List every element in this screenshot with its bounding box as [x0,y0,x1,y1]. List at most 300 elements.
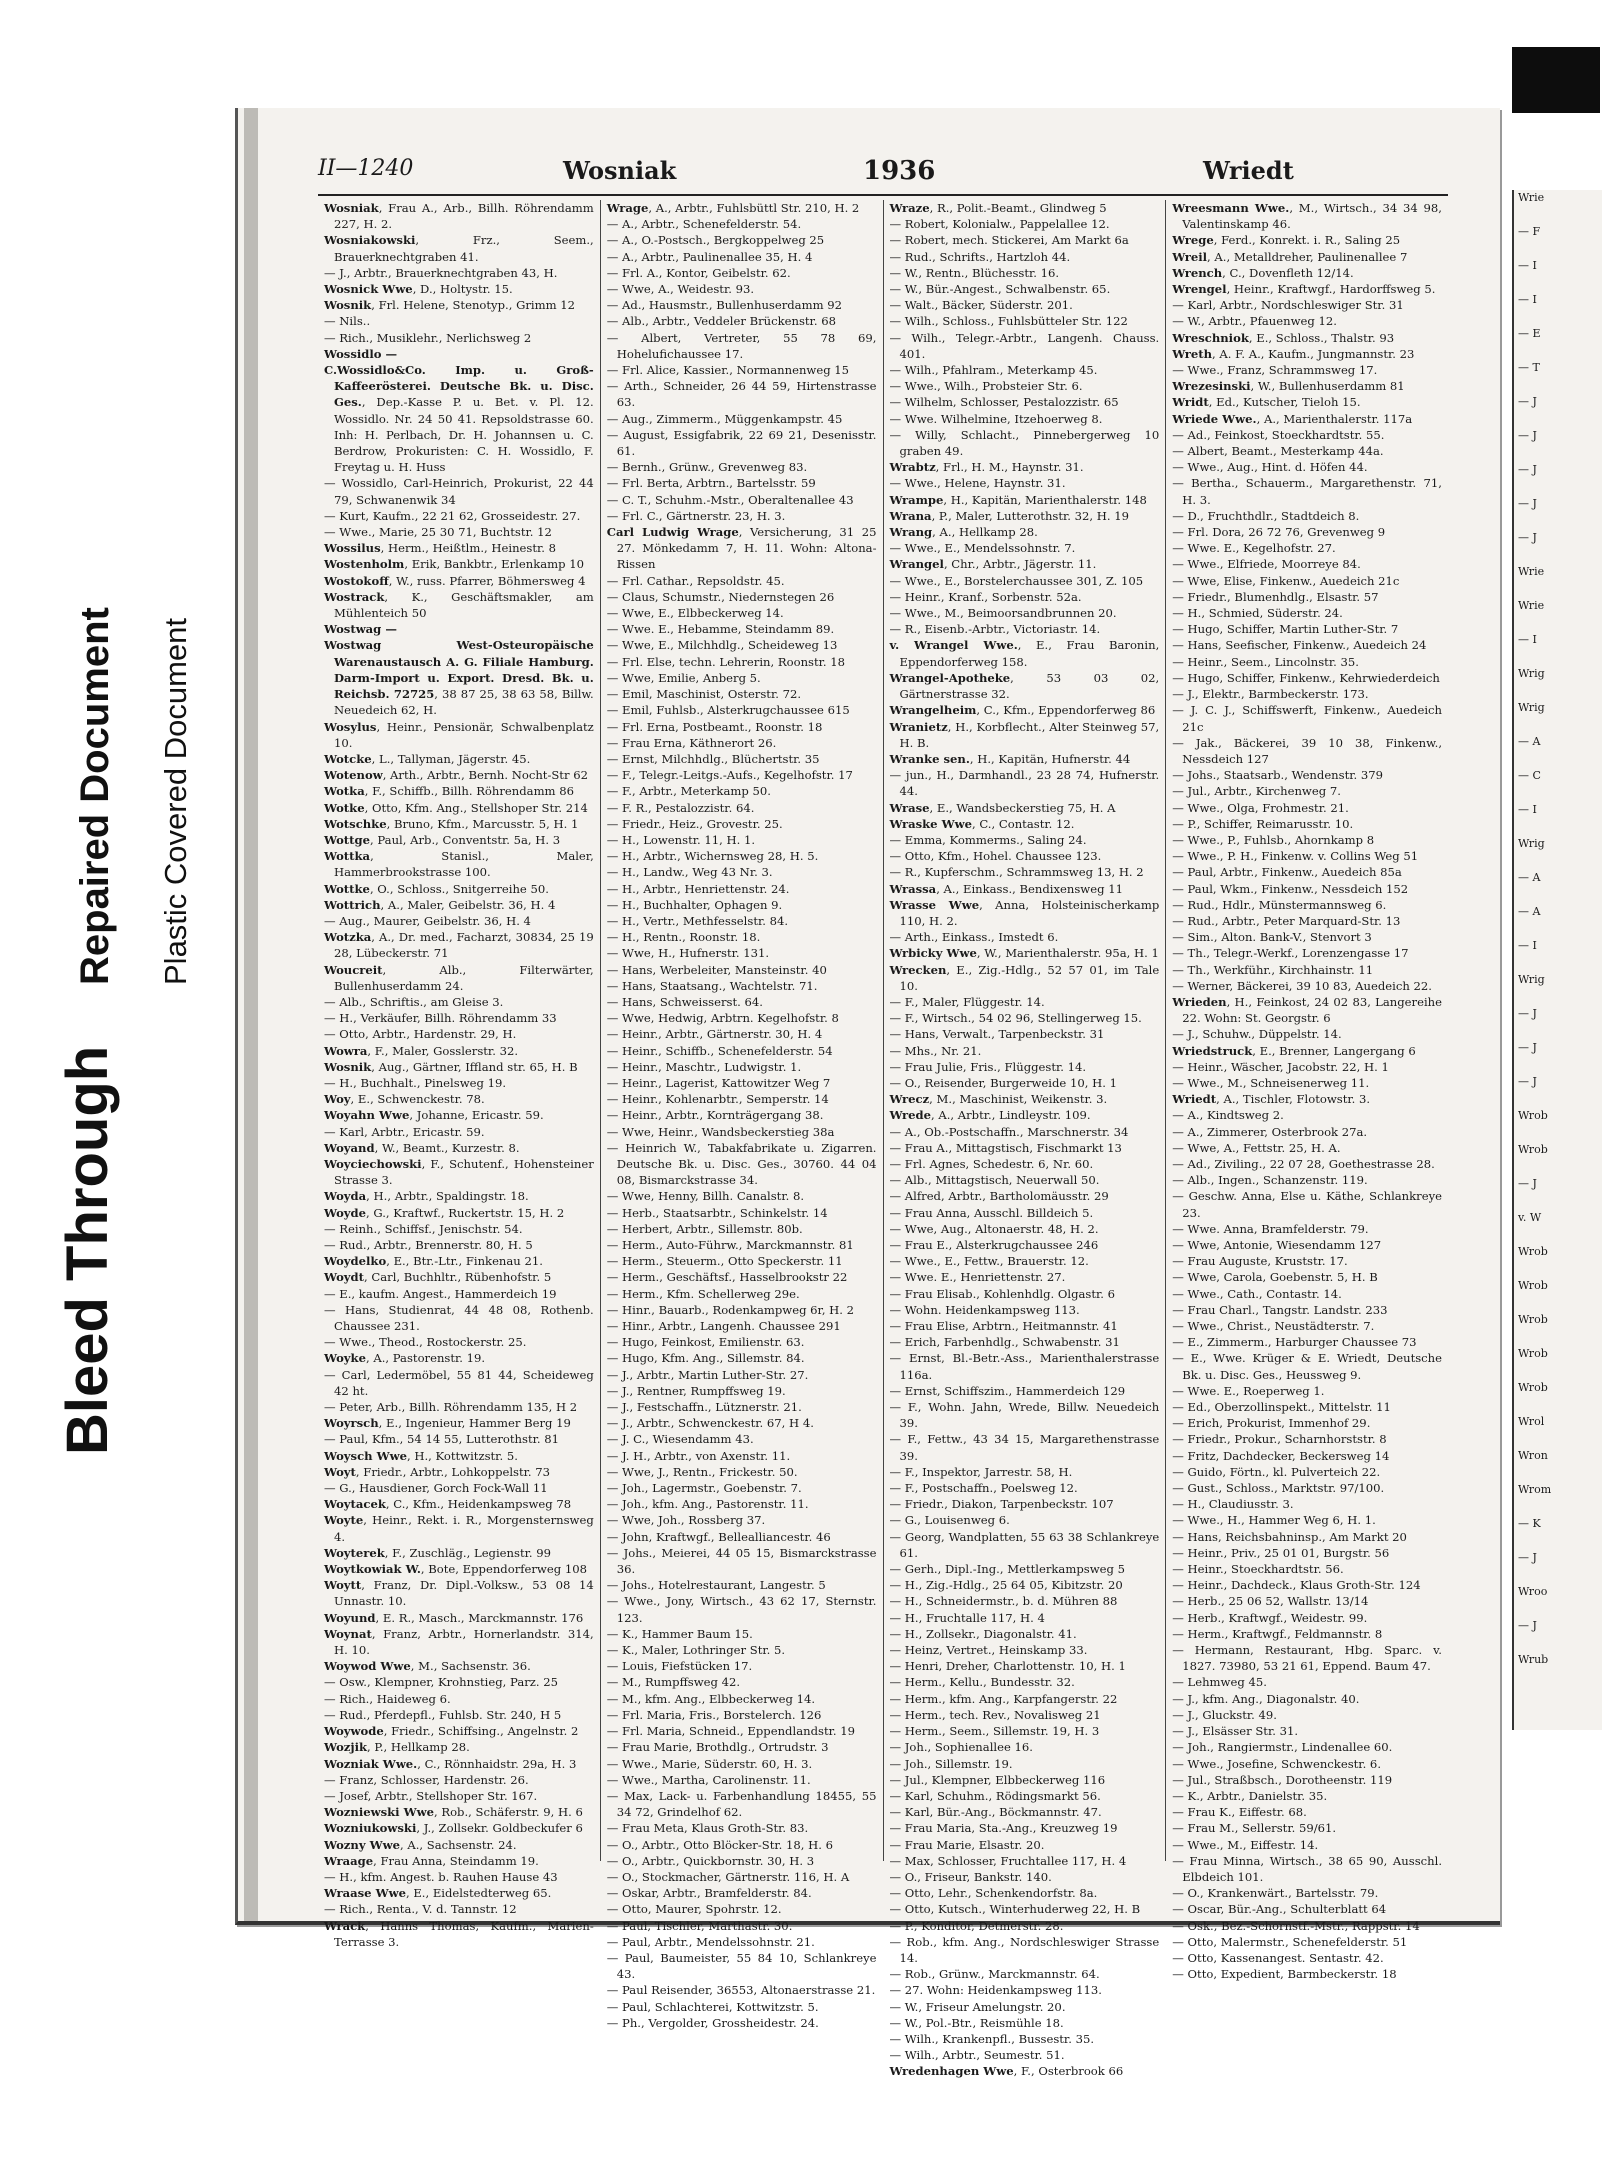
directory-entry: — Peter, Arb., Billh. Röhrendamm 135, H 2 [324,1400,578,1415]
directory-entry: Woysch Wwe, H., Kottwitzstr. 5. [324,1448,518,1463]
scanned-page [235,108,1500,2079]
directory-entry: — Joh., kfm. Ang., Pastorenstr. 11. [606,1497,809,1512]
directory-entry: — Rob., Grünw., Marckmannstr. 64. [889,1967,1100,1982]
directory-entry: — Wwe., E., Fettw., Brauerstr. 12. [889,1254,1089,1269]
adjacent-page-fragment: v. W [1518,1211,1542,1224]
directory-entry: — Georg, Wandplatten, 55 63 38 Schlankreye 61. [889,1529,1160,1560]
directory-entry: — C. T., Schuhm.-Mstr., Oberaltenallee 43 [606,492,854,507]
directory-entry: — Emma, Kommerms., Saling 24. [889,832,1087,847]
directory-entry: — Wwe, E., Elbbeckerweg 14. [606,606,784,621]
directory-entry: — Robert, mech. Stickerei, Am Markt 6a [889,233,1129,248]
adjacent-page-fragment: Wrob [1518,1245,1548,1258]
directory-entry: — John, Kraftwgf., Bellealliancestr. 46 [606,1529,831,1544]
directory-entry: — Emil, Fuhlsb., Alsterkrugchaussee 615 [606,703,850,718]
label-plastic-covered: Plastic Covered Document [158,618,193,985]
directory-entry: — Alb., Mittagstisch, Neuerwall 50. [889,1173,1100,1188]
directory-entry: — O., Reisender, Burgerweide 10, H. 1 [889,1075,1117,1090]
adjacent-page-fragment: — A [1518,905,1541,918]
directory-entry: — O., Arbtr., Quickbornstr. 30, H. 3 [606,1853,815,1868]
directory-entry: Woy, E., Schwenckestr. 78. [324,1092,485,1107]
directory-entry: Wrangel-Apotheke, 53 03 02, Gärtnerstrasse 32. [889,670,1160,702]
directory-entry: Woytkowiak W., Bote, Eppendorferweg 108 [324,1562,587,1577]
directory-entry: — W., Arbtr., Pfauenweg 12. [1172,314,1337,329]
directory-entry: — Frau M., Sellerstr. 59/61. [1172,1821,1337,1836]
adjacent-page-fragment: — J [1518,531,1537,544]
adjacent-page-fragment: — T [1518,361,1540,374]
directory-entry: — Th., Werkführ., Kirchhainstr. 11 [1172,962,1374,977]
directory-column-3 [884,200,1167,2079]
directory-entry: Wossilus, Herm., Heißtlm., Heinestr. 8 [324,541,557,556]
directory-entry: Wrampe, H., Kapitän, Marienthalerstr. 148 [889,492,1147,507]
directory-entry: Wrassa, A., Einkass., Bendixensweg 11 [889,881,1123,896]
directory-column-4 [1166,200,1448,1982]
directory-entry: — Ernst, Milchhdlg., Blüchertstr. 35 [606,751,820,766]
directory-entry: — F. R., Pestalozzistr. 64. [606,800,755,815]
directory-entry: — Wilh., Pfahlram., Meterkamp 45. [889,363,1098,378]
directory-entry: — Heinz, Vertret., Heinskamp 33. [889,1643,1088,1658]
directory-entry: — Frl. Alice, Kassier., Normannenweg 15 [606,363,850,378]
directory-entry: — Friedr., Prokur., Scharnhorststr. 8 [1172,1432,1387,1447]
directory-entry: — Heinrich W., Tabakfabrikate u. Zigarren. Deutsche Bk. u. Disc. Ges., 30760. 44 04 08, Bismarckstrasse 34. [606,1140,877,1188]
adjacent-page-fragment: — I [1518,939,1537,952]
directory-entry: — Max, Schlosser, Fruchtallee 117, H. 4 [889,1853,1127,1868]
directory-entry: Wostenholm, Erik, Bankbtr., Erlenkamp 10 [324,557,584,572]
directory-entry: — A., Ob.-Postschaffn., Marschnerstr. 34 [889,1124,1129,1139]
directory-entry: Wriedstruck, E., Brenner, Langergang 6 [1172,1043,1416,1058]
directory-entry: Wranke sen., H., Kapitän, Hufnerstr. 44 [889,751,1131,766]
directory-entry: — Ad., Feinkost, Stoeckhardtstr. 55. [1172,427,1385,442]
directory-entry: — Gerh., Dipl.-Ing., Mettlerkampsweg 5 [889,1562,1125,1577]
directory-entry: — Fritz, Dachdecker, Beckersweg 14 [1172,1448,1390,1463]
directory-entry: — Arth., Einkass., Imstedt 6. [889,930,1059,945]
directory-entry: — Wwe., Jony, Wirtsch., 43 62 17, Sternstr. 123. [606,1594,877,1625]
directory-entry: — Frau Marie, Brothdlg., Ortrudstr. 3 [606,1740,829,1755]
directory-entry: — Hinr., Arbtr., Langenh. Chaussee 291 [606,1319,841,1334]
directory-entry: — F., Postschaffn., Poelsweg 12. [889,1481,1078,1496]
directory-entry: — Sim., Alton. Bank-V., Stenvort 3 [1172,930,1372,945]
directory-entry: Wosniak, Frau A., Arb., Billh. Röhrendamm 227, H. 2. [324,201,594,232]
directory-entry: Woyciechowski, F., Schutenf., Hohensteiner Strasse 3. [324,1156,594,1188]
directory-entry: — A., Arbtr., Paulinenallee 35, H. 4 [606,249,813,264]
directory-entry: — Heinr., Seem., Lincolnstr. 35. [1172,654,1359,669]
directory-entry: Wotschke, Bruno, Kfm., Marcusstr. 5, H. 1 [324,816,579,831]
directory-entry: — A., Zimmerer, Osterbrook 27a. [1172,1124,1368,1139]
directory-entry: Wrang, A., Hellkamp 28. [889,525,1038,540]
directory-entry: — Heinr., Maschtr., Ludwigstr. 1. [606,1059,802,1074]
directory-entry: — Alb., Arbtr., Veddeler Brückenstr. 68 [606,314,836,329]
directory-entry: — Wwe, Hedwig, Arbtrn. Kegelhofstr. 8 [606,1011,839,1026]
adjacent-page-fragment: Wrig [1518,973,1545,986]
adjacent-page-fragment: Wrom [1518,1483,1552,1496]
directory-entry: — Hinr., Bauarb., Rodenkampweg 6r, H. 2 [606,1302,855,1317]
directory-entry: — Wwe, H., Hufnerstr. 131. [606,946,770,961]
header-year: 1936 [863,156,936,186]
directory-entry: — Paul Reisender, 36553, Altonaerstrasse 21. [606,1983,876,1998]
directory-entry: — Aug., Maurer, Geibelstr. 36, H. 4 [324,913,531,928]
directory-entry: — J., Arbtr., Schwenckestr. 67, H 4. [606,1416,814,1431]
directory-entry: Wreil, A., Metalldreher, Paulinenallee 7 [1172,249,1408,264]
directory-entry: — Paul, Schlachterei, Kottwitzstr. 5. [606,1999,819,2014]
directory-entry: — Frau Maria, Sta.-Ang., Kreuzweg 19 [889,1821,1118,1836]
adjacent-page-fragment: — A [1518,871,1541,884]
directory-entry: — Wwe, Aug., Altonaerstr. 48, H. 2. [889,1221,1099,1236]
directory-entry: — Wossidlo, Carl-Heinrich, Prokurist, 22 44 79, Schwanenwik 34 [324,476,594,507]
directory-entry: — Rud., Pferdepfl., Fuhlsb. Str. 240, H 5 [324,1707,562,1722]
directory-entry: — Wwe, Elise, Finkenw., Auedeich 21c [1172,573,1400,588]
directory-entry: — Hans, Reichsbahninsp., Am Markt 20 [1172,1529,1407,1544]
directory-entry: — Paul, Tischler, Marthastr. 30. [606,1918,793,1933]
label-repaired-document: Repaired Document [73,607,117,985]
directory-entry: — Wwe. Wilhelmine, Itzehoerweg 8. [889,411,1103,426]
directory-entry: — Hugo, Schiffer, Finkenw., Kehrwiederdeich [1172,670,1440,685]
directory-entry: — O., Arbtr., Otto Blöcker-Str. 18, H. 6 [606,1837,833,1852]
directory-entry: — Johs., Staatsarb., Wendenstr. 379 [1172,768,1384,783]
directory-entry: — Hugo, Feinkost, Emilienstr. 63. [606,1335,805,1350]
directory-entry: — Rud., Arbtr., Brennerstr. 80, H. 5 [324,1238,533,1252]
directory-entry: Wotke, Otto, Kfm. Ang., Stellshoper Str. 214 [324,800,588,815]
directory-entry: — H., Landw., Weg 43 Nr. 3. [606,865,773,880]
directory-entry: Wrangelheim, C., Kfm., Eppendorferweg 86 [889,703,1156,718]
directory-entry: — Rich., Musiklehr., Nerlichsweg 2 [324,330,532,345]
directory-entry: Wrengel, Heinr., Kraftwgf., Hardorffsweg 5. [1172,282,1436,297]
directory-entry: — J. C., Wiesendamm 43. [606,1432,754,1447]
directory-entry: — Otto, Maurer, Spohrstr. 12. [606,1902,782,1917]
directory-entry: — Wohn. Heidenkampsweg 113. [889,1302,1080,1317]
directory-entry: Wriede Wwe., A., Marienthalerstr. 117a [1172,411,1413,426]
directory-entry: — Wwe, Henny, Billh. Canalstr. 8. [606,1189,805,1204]
directory-entry: — Ph., Vergolder, Grossheidestr. 24. [606,2015,819,2030]
directory-entry: — Otto, Kutsch., Winterhuderweg 22, H. B [889,1902,1141,1917]
directory-entry: Wotka, F., Schiffb., Billh. Röhrendamm 86 [324,784,574,799]
directory-entry: — D., Fruchthdlr., Stadtdeich 8. [1172,508,1360,523]
directory-entry: — Wwe., Martha, Carolinenstr. 11. [606,1772,811,1787]
directory-entry: — Wwe, E., Milchhdlg., Scheideweg 13 [606,638,838,653]
directory-entry: — Wwe., M., Eiffestr. 14. [1172,1837,1319,1852]
directory-entry: — Louis, Fiefstücken 17. [606,1659,753,1674]
directory-entry: Wosniakowski, Frz., Seem., Brauerknechtgraben 41. [324,233,594,264]
directory-entry: — Wilh., Telegr.-Arbtr., Langenh. Chauss. 401. [889,330,1160,361]
adjacent-page-fragment: — E [1518,327,1541,340]
directory-entry: — Wwe., Franz, Schrammsweg 17. [1172,363,1378,378]
directory-entry: Woynat, Franz, Arbtr., Hornerlandstr. 314, H. 10. [324,1626,594,1658]
directory-entry: — Wwe., Josefine, Schwenckestr. 6. [1172,1756,1381,1771]
directory-entry: — Bertha., Schauerm., Margarethenstr. 71, H. 3. [1172,476,1442,507]
directory-entry: Woyke, A., Pastorenstr. 19. [324,1351,486,1366]
directory-entry: — H., Fruchtalle 117, H. 4 [889,1610,1045,1625]
directory-entry: — J., Arbtr., Brauerknechtgraben 43, H. [324,265,558,280]
header-last-name: Wriedt [1203,156,1294,185]
directory-entry: — Frau Julie, Fris., Flüggestr. 14. [889,1059,1087,1074]
directory-entry: — Frau Auguste, Kruststr. 17. [1172,1254,1348,1269]
directory-entry: Wozniewski Wwe, Rob., Schäferstr. 9, H. 6 [324,1805,583,1820]
directory-entry: Wreesmann Wwe., M., Wirtsch., 34 34 98, Valentinskamp 46. [1172,201,1442,232]
directory-entry: Wraske Wwe, C., Contastr. 12. [889,816,1075,831]
directory-entry: — G., Louisenweg 6. [889,1513,1010,1528]
directory-entry: — Walt., Bäcker, Süderstr. 201. [889,298,1073,313]
directory-entry: — Wilhelm, Schlosser, Pestalozzistr. 65 [889,395,1119,410]
directory-entry: — Karl, Arbtr., Ericastr. 59. [324,1124,485,1139]
directory-entry: — J., Elsässer Str. 31. [1172,1724,1299,1739]
directory-entry: — J., Festschaffn., Lütznerstr. 21. [606,1400,802,1415]
directory-entry: Wostwag — [324,622,397,637]
directory-entry: — Joh., Sophienallee 16. [889,1740,1033,1755]
directory-entry: — Rob., kfm. Ang., Nordschleswiger Strasse 14. [889,1934,1160,1965]
adjacent-page-fragment: — J [1518,1619,1537,1632]
directory-entry: — Franz, Schlosser, Hardenstr. 26. [324,1772,529,1787]
directory-entry: — J., Rentner, Rumpffsweg 19. [606,1383,786,1398]
directory-entry: — Herm., Kraftwgf., Feldmannstr. 8 [1172,1626,1383,1641]
directory-entry: — Wwe, Emilie, Anberg 5. [606,670,761,685]
directory-entry: — Rud., Schrifts., Hartzloh 44. [889,249,1071,264]
directory-entry: Wriedt, A., Tischler, Flotowstr. 3. [1172,1092,1371,1107]
directory-entry: Woucreit, Alb., Filterwärter, Bullenhuserdamm 24. [324,962,594,993]
directory-entry: — Robert, Kolonialw., Pappelallee 12. [889,217,1110,232]
directory-entry: — Erich, Farbenhdlg., Schwabenstr. 31 [889,1335,1120,1350]
adjacent-page-strip [1512,190,1602,1730]
directory-entry: — Claus, Schumstr., Niedernstegen 26 [606,589,835,604]
directory-entry: — H., Schmied, Süderstr. 24. [1172,606,1343,621]
directory-entry: — W., Pol.-Btr., Reismühle 18. [889,2015,1064,2030]
directory-entry: — Paul, Baumeister, 55 84 10, Schlankreye 43. [606,1950,877,1982]
directory-entry: — Paul, Kfm., 54 14 55, Lutterothstr. 81 [324,1432,560,1447]
directory-entry: Wossidlo — [324,346,398,361]
directory-entry: — Albert, Beamt., Mesterkamp 44a. [1172,444,1384,459]
directory-entry: — K., Arbtr., Danielstr. 35. [1172,1788,1328,1803]
directory-entry: Woydelko, E., Btr.-Ltr., Finkenau 21. [324,1254,543,1269]
directory-entry: Wrack, Hanns Thomas, Kaufm., Marien-Terrasse 3. [324,1918,594,1949]
directory-entry: — Herm., Auto-Führw., Marckmannstr. 81 [606,1238,854,1252]
adjacent-page-fragment: Wrub [1518,1653,1549,1666]
directory-entry: — Ernst, Schiffszim., Hammerdeich 129 [889,1383,1126,1398]
adjacent-page-fragment: — J [1518,1041,1537,1054]
directory-entry: — Frl. Dora, 26 72 76, Grevenweg 9 [1172,525,1386,540]
directory-entry: — Heinr., Dachdeck., Klaus Groth-Str. 124 [1172,1578,1421,1593]
directory-entry: — Hans, Schweisserst. 64. [606,994,763,1009]
directory-entry: — Rud., Hdlr., Münstermannsweg 6. [1172,897,1387,912]
directory-entry: — Wwe., M., Schneisenerweg 11. [1172,1075,1370,1090]
directory-entry: — Geschw. Anna, Else u. Käthe, Schlankreye 23. [1172,1189,1442,1220]
directory-entry: — Herm., Kfm. Schellerweg 29e. [606,1286,800,1301]
directory-entry: — Wilh., Arbtr., Seumestr. 51. [889,2048,1065,2063]
directory-entry: — Wwe. E., Henriettenstr. 27. [889,1270,1066,1285]
adjacent-page-fragment: — J [1518,1551,1537,1564]
directory-entry: Wrabtz, Frl., H. M., Haynstr. 31. [889,460,1084,475]
directory-entry: — Heinr., Schiffb., Schenefelderstr. 54 [606,1043,833,1058]
directory-entry: — P., Schiffer, Reimarusstr. 10. [1172,816,1354,831]
directory-entry: — Frl. Cathar., Repsoldstr. 45. [606,573,785,588]
directory-entry: — Wwe., Elfriede, Moorreye 84. [1172,557,1361,572]
directory-entry: — Joh., Lagermstr., Goebenstr. 7. [606,1481,802,1496]
directory-entry: Woydt, Carl, Buchhltr., Rübenhofstr. 5 [324,1270,552,1285]
directory-entry: Wosnik, Frl. Helene, Stenotyp., Grimm 12 [324,298,576,313]
directory-entry: — Jak., Bäckerei, 39 10 38, Finkenw., Nessdeich 127 [1172,735,1442,766]
adjacent-page-fragment: Wrie [1518,565,1545,578]
header-first-name: Wosniak [563,156,677,185]
directory-entry: — Friedr., Heiz., Grovestr. 25. [606,816,783,831]
directory-entry: — Herm., Geschäftsf., Hasselbrookstr 22 [606,1270,848,1285]
directory-entry: Woyahn Wwe, Johanne, Ericastr. 59. [324,1108,544,1123]
directory-entry: — Henri, Dreher, Charlottenstr. 10, H. 1 [889,1659,1126,1674]
directory-entry: — Frau Elisab., Kohlenhdlg. Olgastr. 6 [889,1286,1116,1301]
adjacent-page-fragment: Wrig [1518,667,1545,680]
directory-entry: — H., kfm. Angest. b. Rauhen Hause 43 [324,1869,558,1884]
directory-entry: Wredenhagen Wwe, F., Osterbrook 66 [889,2064,1124,2079]
adjacent-page-fragment: — J [1518,1177,1537,1190]
directory-entry: — O., Friseur, Bankstr. 140. [889,1869,1052,1884]
directory-entry: — E., Zimmerm., Harburger Chaussee 73 [1172,1335,1417,1350]
directory-entry: — W., Rentn., Blüchesstr. 16. [889,265,1060,280]
directory-entry: Wrase, E., Wandsbeckerstieg 75, H. A [889,800,1116,815]
binding-edge [244,108,258,1921]
directory-entry: — Wilh., Krankenpfl., Bussestr. 35. [889,2031,1095,2046]
page-number: II—1240 [318,156,414,181]
directory-entry: — Wwe. E., Hebamme, Steindamm 89. [606,622,835,637]
directory-entry: — H., Vertr., Methfesselstr. 84. [606,913,789,928]
directory-entry: — W., Bür.-Angest., Schwalbenstr. 65. [889,282,1111,297]
directory-entry: — Heinr., Priv., 25 01 01, Burgstr. 56 [1172,1545,1390,1560]
adjacent-page-fragment: Wrig [1518,837,1545,850]
directory-entry: — Ad., Ziviling., 22 07 28, Goethestrasse 28. [1172,1156,1435,1171]
directory-entry: — Kurt, Kaufm., 22 21 62, Grosseidestr. 27. [324,508,581,523]
directory-entry: — Lehmweg 45. [1172,1675,1267,1690]
directory-entry: — Frl. Maria, Fris., Borstelerch. 126 [606,1707,822,1722]
directory-entry: Wosylus, Heinr., Pensionär, Schwalbenplatz 10. [324,719,594,750]
directory-entry: — Hans, Seefischer, Finkenw., Auedeich 24 [1172,638,1427,653]
directory-entry: — Wwe., E., Borstelerchaussee 301, Z. 105 [889,573,1144,588]
page-header [318,156,1448,192]
directory-entry: Woyte, Heinr., Rekt. i. R., Morgensternsweg 4. [324,1513,594,1544]
directory-entry: Woytacek, C., Kfm., Heidenkampsweg 78 [324,1497,572,1512]
directory-entry: — jun., H., Darmhandl., 23 28 74, Hufnerstr. 44. [889,768,1160,799]
directory-entry: — Hugo, Schiffer, Martin Luther-Str. 7 [1172,622,1399,637]
directory-entry: — Frau A., Mittagstisch, Fischmarkt 13 [889,1140,1122,1155]
scanner-border-right [1512,47,1600,113]
directory-entry: — Heinr., Kohlenarbtr., Semperstr. 14 [606,1092,829,1107]
directory-entry: — Rud., Arbtr., Peter Marquard-Str. 13 [1172,913,1401,928]
directory-entry: — P., Konditor, Detmerstr. 28. [889,1918,1064,1933]
adjacent-page-fragment: Wrie [1518,191,1545,204]
directory-entry: Wozniukowski, J., Zollsekr. Goldbeckufer 6 [324,1821,583,1836]
directory-entry: Wrench, C., Dovenfleth 12/14. [1172,265,1354,280]
directory-entry: — Wwe, Heinr., Wandsbeckerstieg 38a [606,1124,835,1139]
directory-entry: — Wwe. E., Kegelhofstr. 27. [1172,541,1336,556]
directory-entry: — Jul., Straßbsch., Dorotheenstr. 119 [1172,1772,1393,1787]
directory-entry: — Herbert, Arbtr., Sillemstr. 80b. [606,1221,803,1236]
directory-entry: — A., Arbtr., Schenefelderstr. 54. [606,217,802,232]
directory-entry: Wrieden, H., Feinkost, 24 02 83, Langereihe 22. Wohn: St. Georgstr. 6 [1172,994,1442,1026]
directory-entry: — Frau Marie, Elsastr. 20. [889,1837,1045,1852]
directory-entry: Woyterek, F., Zuschläg., Legienstr. 99 [324,1545,552,1560]
directory-entry: — Wwe., Marie, Süderstr. 60, H. 3. [606,1756,813,1771]
directory-entry: — J., kfm. Ang., Diagonalstr. 40. [1172,1691,1360,1706]
adjacent-page-fragment: Wrob [1518,1347,1548,1360]
directory-entry: — Mhs., Nr. 21. [889,1043,982,1058]
directory-entry: — K., Hammer Baum 15. [606,1626,753,1641]
adjacent-page-fragment: Wrob [1518,1381,1548,1394]
adjacent-page-fragment: — C [1518,769,1541,782]
directory-entry: — F., Inspektor, Jarrestr. 58, H. [889,1464,1073,1479]
directory-entry: Wraase Wwe, E., Eidelstedterweg 65. [324,1886,552,1901]
directory-entry: — J. C. J., Schiffswerft, Finkenw., Auedeich 21c [1172,703,1442,734]
directory-entry: — Wwe., Helene, Haynstr. 31. [889,476,1066,491]
directory-entry: Wottka, Stanisl., Maler, Hammerbrookstrasse 100. [324,849,594,880]
directory-entry: — J., Schuhw., Düppelstr. 14. [1172,1027,1342,1042]
directory-entry: Woytt, Franz, Dr. Dipl.-Volksw., 53 08 14 Unnastr. 10. [324,1578,594,1609]
directory-entry: — Frau Meta, Klaus Groth-Str. 83. [606,1821,809,1836]
directory-entry: — August, Essigfabrik, 22 69 21, Desenisstr. 61. [606,427,877,459]
directory-entry: Woyund, E. R., Masch., Marckmannstr. 176 [324,1610,584,1625]
directory-entry: — Johs., Meierei, 44 05 15, Bismarckstrasse 36. [606,1545,877,1577]
directory-entry: Wosnik, Aug., Gärtner, Iffland str. 65, H. B [324,1059,578,1074]
directory-entry: Wosnick Wwe, D., Holtystr. 15. [324,282,513,297]
directory-entry: Wotzka, A., Dr. med., Facharzt, 30834, 25 19 28, Lübeckerstr. 71 [324,930,594,961]
adjacent-page-fragment: — J [1518,1075,1537,1088]
directory-entry: Wrana, P., Maler, Lutterothstr. 32, H. 19 [889,508,1130,523]
adjacent-page-fragment: Wrig [1518,701,1545,714]
directory-entry: — Max, Lack- u. Farbenhandlung 18455, 55 34 72, Grindelhof 62. [606,1788,877,1820]
directory-entry: — Rich., Haideweg 6. [324,1691,451,1706]
adjacent-page-fragment: — A [1518,735,1541,748]
directory-entry: Woyand, W., Beamt., Kurzestr. 8. [324,1140,520,1155]
directory-entry: — A., Kindtsweg 2. [1172,1108,1284,1123]
directory-entry: Wreschniok, E., Schloss., Thalstr. 93 [1172,330,1395,345]
directory-entry: — F., Wirtsch., 54 02 96, Stellingerweg 15. [889,1011,1142,1026]
directory-entry: — Heinr., Kranf., Sorbenstr. 52a. [889,589,1082,604]
directory-entry: — Herb., 25 06 52, Wallstr. 13/14 [1172,1594,1369,1609]
directory-entry: Wrecken, E., Zig.-Hdlg., 52 57 01, im Tale 10. [889,962,1160,993]
directory-entry: — Paul, Wkm., Finkenw., Nessdeich 152 [1172,881,1409,896]
directory-entry: — Carl, Ledermöbel, 55 81 44, Scheideweg 42 ht. [324,1367,594,1398]
directory-entry: — R., Kupferschm., Schrammsweg 13, H. 2 [889,865,1144,880]
adjacent-page-fragment: Wrol [1518,1415,1545,1428]
directory-entry: C.Wossidlo&Co. Imp. u. Groß-Kaffeerösterei. Deutsche Bk. u. Disc. Ges., Dep.-Kasse P. u. Bet. v. Pl. 12. Wossidlo. Nr. 24 50 41. Repsoldstrasse 60. Inh: H. Perlbach, Dr. H. Johannsen u. C. Berdrow, Prokuristen: C. H. Wossidlo, F. Freytag u. H. Huss [324,363,594,475]
directory-entry: — Wwe., M., Beimoorsandbrunnen 20. [889,606,1117,621]
directory-entry: — Friedr., Blumenhdlg., Elsastr. 57 [1172,589,1379,604]
directory-entry: Wranietz, H., Korbflecht., Alter Steinweg 57, H. B. [889,719,1160,750]
header-rule [318,194,1448,196]
directory-entry: — Herb., Kraftwgf., Weidestr. 99. [1172,1610,1368,1625]
directory-entry: — Wwe, Carola, Goebenstr. 5, H. B [1172,1270,1378,1285]
directory-entry: — Aug., Zimmerm., Müggenkampstr. 45 [606,411,843,426]
directory-entry: — F., Fettw., 43 34 15, Margarethenstrasse 39. [889,1432,1160,1463]
adjacent-page-fragment: — J [1518,429,1537,442]
directory-entry: — Wwe., Christ., Neustädterstr. 7. [1172,1319,1375,1334]
directory-entry: — Joh., Rangiermstr., Lindenallee 60. [1172,1740,1393,1755]
directory-entry: — A., O.-Postsch., Bergkoppelweg 25 [606,233,825,248]
directory-entry: — Wwe., E., Mendelssohnstr. 7. [889,541,1076,556]
directory-entry: — E., kaufm. Angest., Hammerdeich 19 [324,1286,557,1301]
directory-entry: Woyda, H., Arbtr., Spaldingstr. 18. [324,1189,529,1204]
directory-entry: — Guido, Förtn., kl. Pulverteich 22. [1172,1464,1381,1479]
directory-entry: Wottrich, A., Maler, Geibelstr. 36, H. 4 [324,897,556,912]
adjacent-page-fragment: Wrob [1518,1313,1548,1326]
directory-entry: — Nils.. [324,314,371,329]
directory-entry: — Frau K., Eiffestr. 68. [1172,1805,1307,1820]
directory-entry: — Otto, Expedient, Barmbeckerstr. 18 [1172,1967,1397,1982]
directory-entry: — Otto, Kassenangest. Sentastr. 42. [1172,1950,1384,1965]
adjacent-page-fragment: Wrie [1518,599,1545,612]
directory-entry: — R., Eisenb.-Arbtr., Victoriastr. 14. [889,622,1101,637]
adjacent-page-fragment: — I [1518,803,1537,816]
directory-entry: — Heinr., Wäscher, Jacobstr. 22, H. 1 [1172,1059,1389,1074]
directory-entry: — O., Krankenwärt., Bartelsstr. 79. [1172,1886,1379,1901]
adjacent-page-fragment: — I [1518,633,1537,646]
directory-entry: — Osk., Bez.-Schornstf.-Mstr., Rappstr. 14 [1172,1918,1420,1933]
directory-entry: Wostrack, K., Geschäftsmakler, am Mühlenteich 50 [324,589,594,621]
directory-entry: — Herm., Seem., Sillemstr. 19, H. 3 [889,1724,1100,1739]
directory-entry: — Herm., Steuerm., Otto Speckerstr. 11 [606,1254,843,1269]
directory-entry: — M., Rumpffsweg 42. [606,1675,741,1690]
